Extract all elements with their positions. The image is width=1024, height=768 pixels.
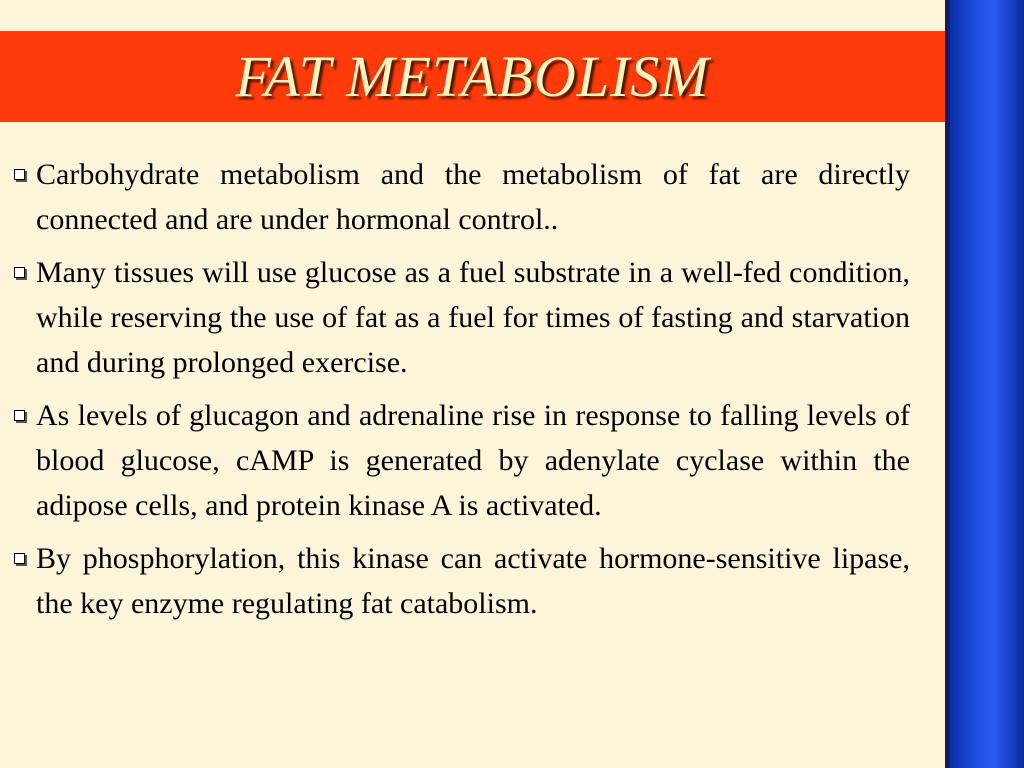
square-bullet-icon (14, 169, 25, 180)
square-bullet-icon (14, 553, 25, 564)
list-item (12, 250, 910, 385)
bullet-text: As levels of glucagon and adrenaline rise in response to falling levels of blood glucose, cAMP is generated by adenylate cyclase within the adipose cells, and protein kinase A is activated. (36, 399, 910, 522)
bullet-list (12, 152, 910, 634)
bullet-text: Carbohydrate metabolism and the metabolism of fat are directly connected and are under hormonal control.. (36, 158, 910, 236)
square-bullet-icon (14, 267, 25, 278)
list-item (12, 536, 910, 626)
list-item (12, 393, 910, 528)
side-decoration-bar (948, 0, 1024, 768)
title-band (0, 31, 945, 122)
bullet-text: Many tissues will use glucose as a fuel substrate in a well-fed condition, while reserving the use of fat as a fuel for times of fasting and starvation and during prolonged exercise. (36, 256, 910, 379)
bullet-text: By phosphorylation, this kinase can activate hormone-sensitive lipase, the key enzyme regulating fat catabolism. (36, 542, 910, 620)
slide-title: FAT METABOLISM (235, 44, 710, 109)
list-item (12, 152, 910, 242)
square-bullet-icon (14, 410, 25, 421)
